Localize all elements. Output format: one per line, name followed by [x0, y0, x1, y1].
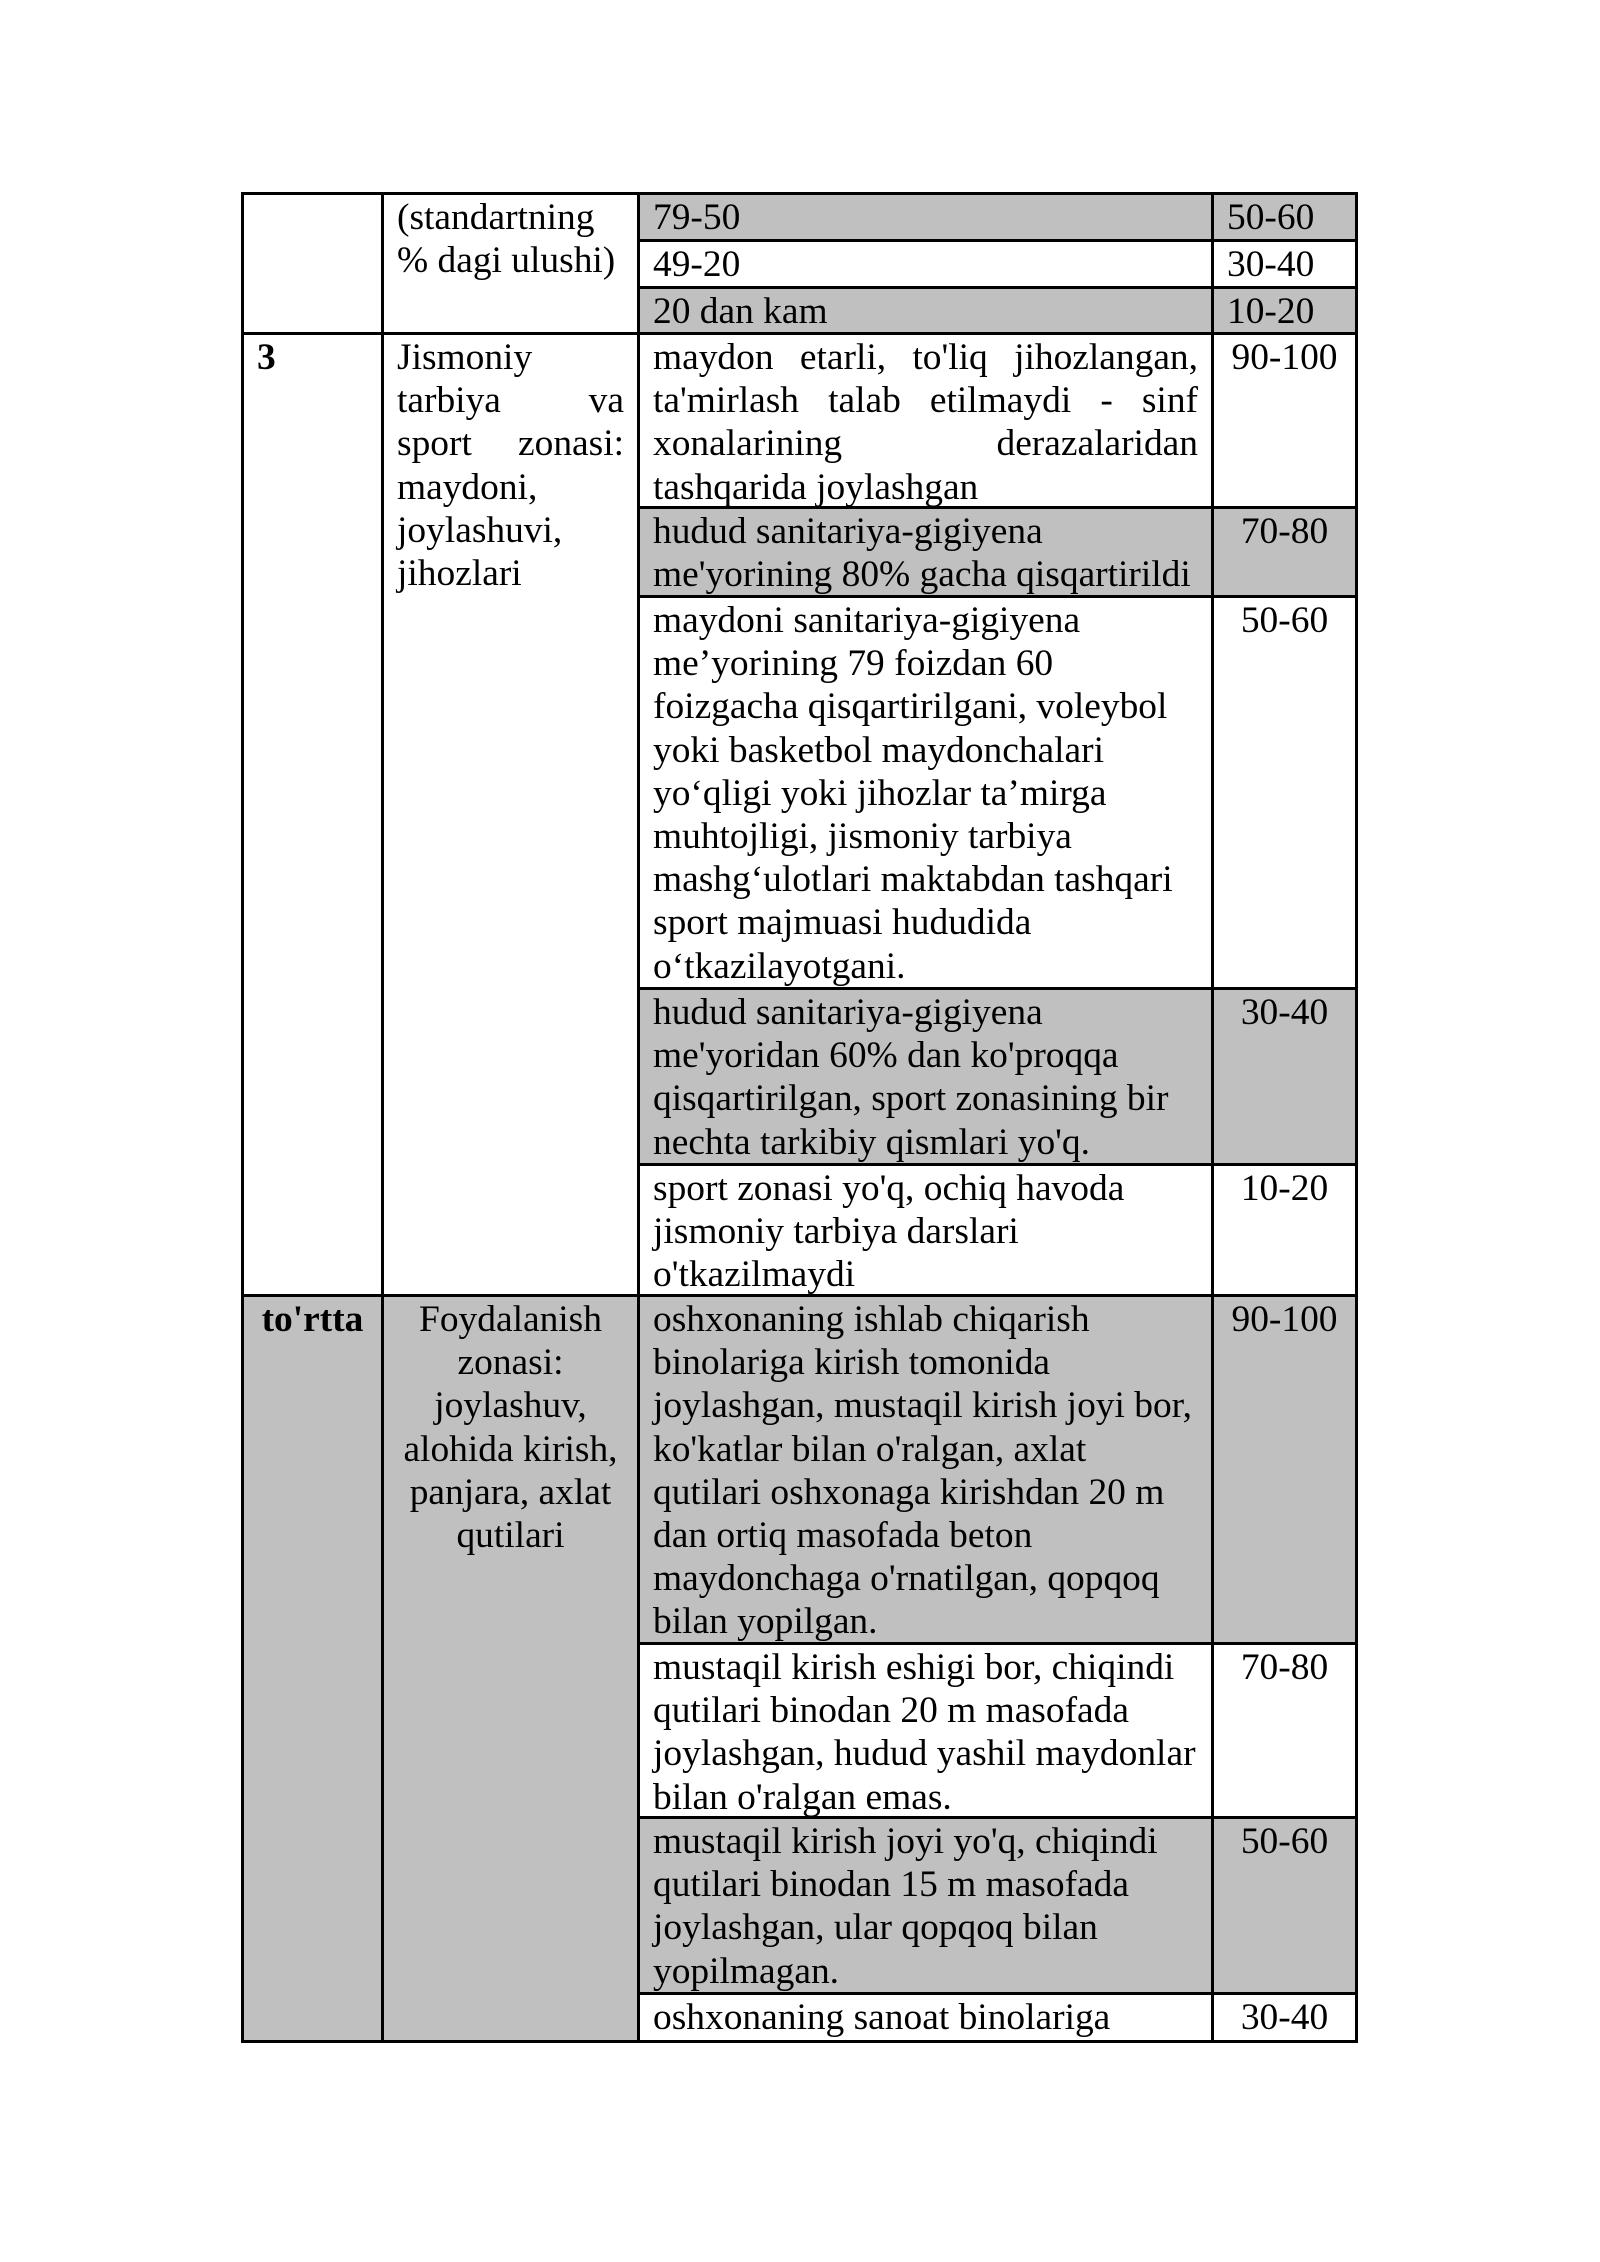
description-cell [637, 192, 1214, 242]
score-cell [1211, 286, 1358, 335]
score-value: 10-20 [1227, 291, 1315, 332]
score-value: 50-60 [1227, 197, 1315, 238]
criterion-text-line: qutilari [456, 1515, 565, 1557]
description-text-line: foizgacha qisqartirilgani, voleybol [653, 686, 1168, 728]
description-text-line: joylashgan, ular qopqoq bilan [653, 1907, 1098, 1949]
score-value: 70-80 [1240, 1647, 1329, 1688]
criterion-cell [381, 192, 640, 335]
score-cell [1211, 1642, 1358, 1819]
description-text-line: maydonchaga o'rnatilgan, qopqoq [653, 1558, 1160, 1600]
description-text-line: maydon etarli, to'liq jihozlangan, [653, 337, 1198, 378]
description-cell [637, 1642, 1214, 1819]
description-text-line: me'yorining 80% gacha qisqartirildi [653, 554, 1191, 596]
score-cell [1211, 1992, 1358, 2043]
criterion-text-line: panjara, axlat [409, 1471, 612, 1513]
criterion-text-line: Jismoniy [397, 337, 533, 378]
description-text-line: joylashgan, mustaqil kirish joyi bor, [653, 1385, 1192, 1427]
description-text-line: nechta tarkibiy qismlari yo'q. [653, 1121, 1090, 1163]
description-cell [637, 1816, 1214, 1995]
description-text-line: yo‘qligi yoki jihozlar ta’mirga [653, 772, 1107, 814]
description-text-line: o'tkazilmaydi [653, 1254, 856, 1296]
score-value: 30-40 [1240, 992, 1329, 1033]
description-text-line: 79-50 [653, 197, 741, 238]
description-text-line: xonalarining derazalaridan [653, 423, 1198, 465]
description-text-line: mustaqil kirish eshigi bor, chiqindi [653, 1647, 1175, 1688]
score-value: 90-100 [1231, 337, 1338, 378]
score-cell [1211, 239, 1358, 289]
description-text-line: muhtojligi, jismoniy tarbiya [653, 816, 1072, 858]
description-cell [637, 595, 1214, 990]
description-text-line: qutilari binodan 20 m masofada [653, 1690, 1129, 1732]
score-cell [1211, 987, 1358, 1166]
description-text-line: sport majmuasi hududida [653, 902, 1032, 944]
score-value: 30-40 [1240, 1997, 1329, 2038]
criterion-text-line: maydoni, [397, 466, 538, 508]
description-cell [637, 286, 1214, 335]
criterion-text-line: sport zonasi: [397, 423, 624, 465]
description-text-line: sport zonasi yo'q, ochiq havoda [653, 1168, 1125, 1209]
score-cell [1211, 506, 1358, 598]
description-text-line: o‘tkazilayotgani. [653, 945, 906, 987]
description-text-line: ta'mirlash talab etilmaydi - sinf [653, 380, 1198, 422]
score-value: 30-40 [1227, 244, 1315, 285]
description-cell [637, 239, 1214, 289]
description-text-line: binolariga kirish tomonida [653, 1342, 1051, 1384]
description-text-line: bilan o'ralgan emas. [653, 1776, 952, 1818]
score-cell [1211, 192, 1358, 242]
criterion-text-line: tarbiya va [397, 380, 624, 422]
score-value: 70-80 [1240, 511, 1329, 552]
row-number-cell [241, 1294, 384, 2043]
description-text-line: 49-20 [653, 244, 741, 285]
criterion-text-line: joylashuvi, [397, 509, 563, 551]
score-cell [1211, 1816, 1358, 1995]
description-text-line: qisqartirilgan, sport zonasining bir [653, 1078, 1169, 1120]
criterion-cell [381, 332, 640, 1297]
criterion-text-line: (standartning [397, 197, 595, 238]
description-text-line: hudud sanitariya-gigiyena [653, 511, 1043, 552]
score-value: 50-60 [1240, 600, 1329, 641]
row-number-cell [241, 332, 384, 1297]
description-cell [637, 1992, 1214, 2043]
criterion-text-line: joylashuv, [434, 1385, 587, 1427]
criterion-text-line: Foydalanish [419, 1299, 602, 1340]
criterion-text-line: zonasi: [457, 1342, 564, 1384]
score-cell [1211, 1294, 1358, 1645]
score-value: 10-20 [1240, 1168, 1329, 1209]
description-text-line: ko'katlar bilan o'ralgan, axlat [653, 1428, 1087, 1470]
description-cell [637, 987, 1214, 1166]
criterion-text-line: jihozlari [397, 553, 522, 595]
score-cell [1211, 332, 1358, 509]
score-cell [1211, 595, 1358, 990]
description-text-line: me’yorining 79 foizdan 60 [653, 643, 1054, 685]
description-text-line: mustaqil kirish joyi yo'q, chiqindi [653, 1821, 1158, 1862]
description-text-line: oshxonaning ishlab chiqarish [653, 1299, 1090, 1340]
description-text-line: jismoniy tarbiya darslari [653, 1211, 1019, 1253]
description-text-line: dan ortiq masofada beton [653, 1515, 1033, 1557]
score-value: 90-100 [1231, 1299, 1338, 1340]
description-text-line: qutilari oshxonaga kirishdan 20 m [653, 1471, 1165, 1513]
row-number: to'rtta [261, 1299, 364, 1340]
score-cell [1211, 1163, 1358, 1297]
description-cell [637, 332, 1214, 509]
description-cell [637, 506, 1214, 598]
description-text-line: yopilmagan. [653, 1950, 840, 1992]
description-text-line: tashqarida joylashgan [653, 466, 979, 508]
criterion-text-line: alohida kirish, [403, 1428, 618, 1470]
description-text-line: yoki basketbol maydonchalari [653, 729, 1105, 771]
description-text-line: hudud sanitariya-gigiyena [653, 992, 1043, 1033]
description-text-line: mashg‘ulotlari maktabdan tashqari [653, 859, 1173, 901]
description-text-line: me'yoridan 60% dan ko'proqqa [653, 1035, 1119, 1077]
criterion-text-line: % dagi ulushi) [397, 240, 616, 282]
description-text-line: qutilari binodan 15 m masofada [653, 1864, 1129, 1906]
description-text-line: maydoni sanitariya-gigiyena [653, 600, 1081, 641]
description-cell [637, 1163, 1214, 1297]
score-value: 50-60 [1240, 1821, 1329, 1862]
description-cell [637, 1294, 1214, 1645]
criterion-cell [381, 1294, 640, 2043]
description-text-line: 20 dan kam [653, 291, 828, 332]
description-text-line: joylashgan, hudud yashil maydonlar [653, 1733, 1196, 1775]
row-number-cell [241, 192, 384, 335]
row-number: 3 [257, 337, 276, 378]
description-text-line: oshxonaning sanoat binolariga [653, 1997, 1111, 2038]
description-text-line: bilan yopilgan. [653, 1601, 878, 1643]
